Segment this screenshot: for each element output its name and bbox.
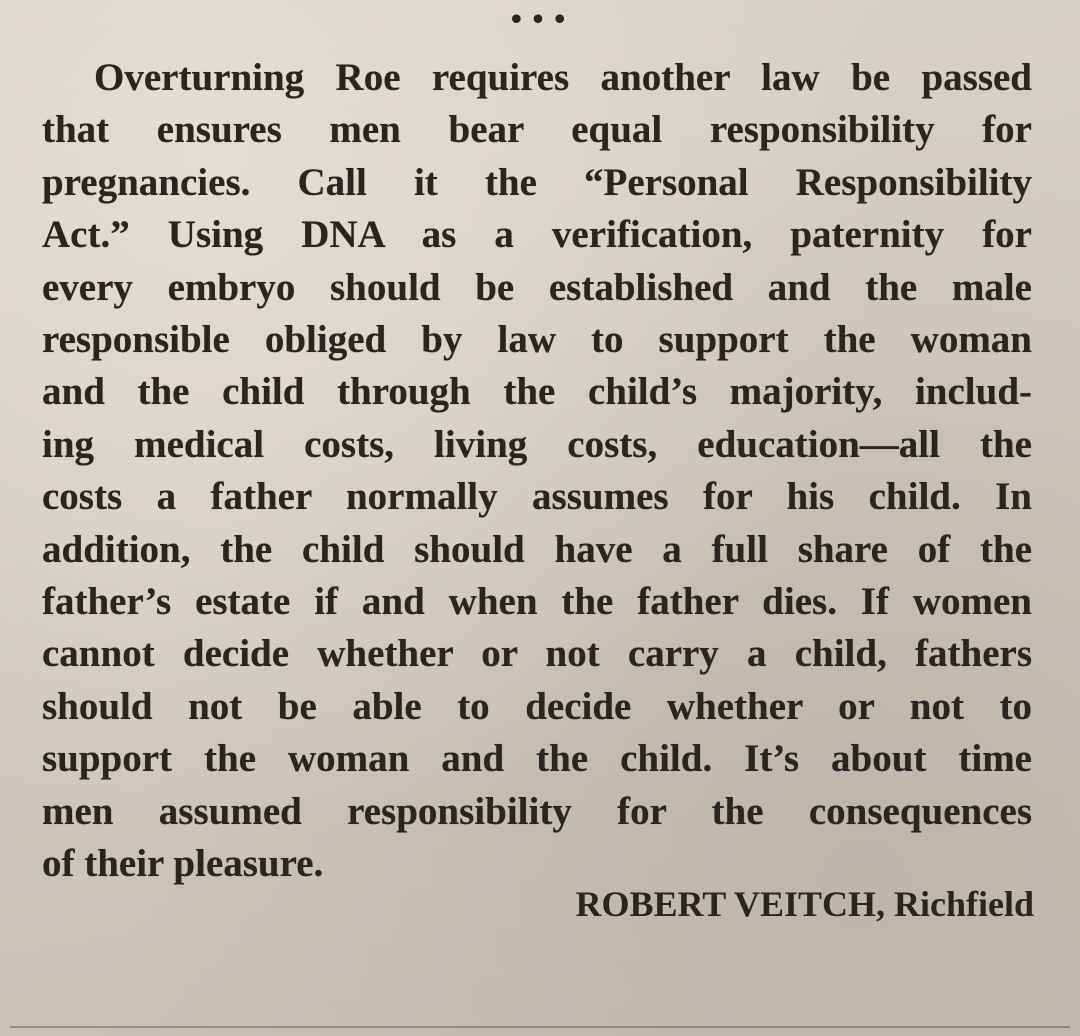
letter-line: men assumed responsibility for the consequences — [42, 789, 1032, 833]
column-rule — [10, 1026, 1070, 1028]
letter-line: pregnancies. Call it the “Personal Responsibility — [42, 160, 1032, 204]
letter-line: should not be able to decide whether or not to — [42, 684, 1032, 728]
letter-line: addition, the child should have a full share of the — [42, 527, 1032, 571]
letter-signature: ROBERT VEITCH, Richfield — [575, 884, 1034, 924]
letter-line: Overturning Roe requires another law be passed — [94, 56, 1032, 99]
letter-line-last: of their pleasure. — [42, 842, 324, 886]
letter-line: support the woman and the child. It’s about time — [42, 737, 1032, 781]
letter-line: ing medical costs, living costs, education—all the — [42, 422, 1032, 466]
letter-line: Act.” Using DNA as a verification, paternity for — [42, 213, 1032, 257]
letter-body — [42, 52, 1032, 891]
letter-line: every embryo should be established and the male — [42, 265, 1032, 309]
letter-line: father’s estate if and when the father dies. If women — [42, 580, 1032, 624]
letter-line: costs a father normally assumes for his child. In — [42, 475, 1032, 519]
letter-line: cannot decide whether or not carry a child, fathers — [42, 632, 1032, 676]
letter-line: that ensures men bear equal responsibility for — [42, 108, 1032, 152]
section-separator: ••• — [507, 3, 573, 38]
letter-line: responsible obliged by law to support the woman — [42, 318, 1032, 362]
letter-line: and the child through the child’s majority, includ- — [42, 370, 1032, 414]
